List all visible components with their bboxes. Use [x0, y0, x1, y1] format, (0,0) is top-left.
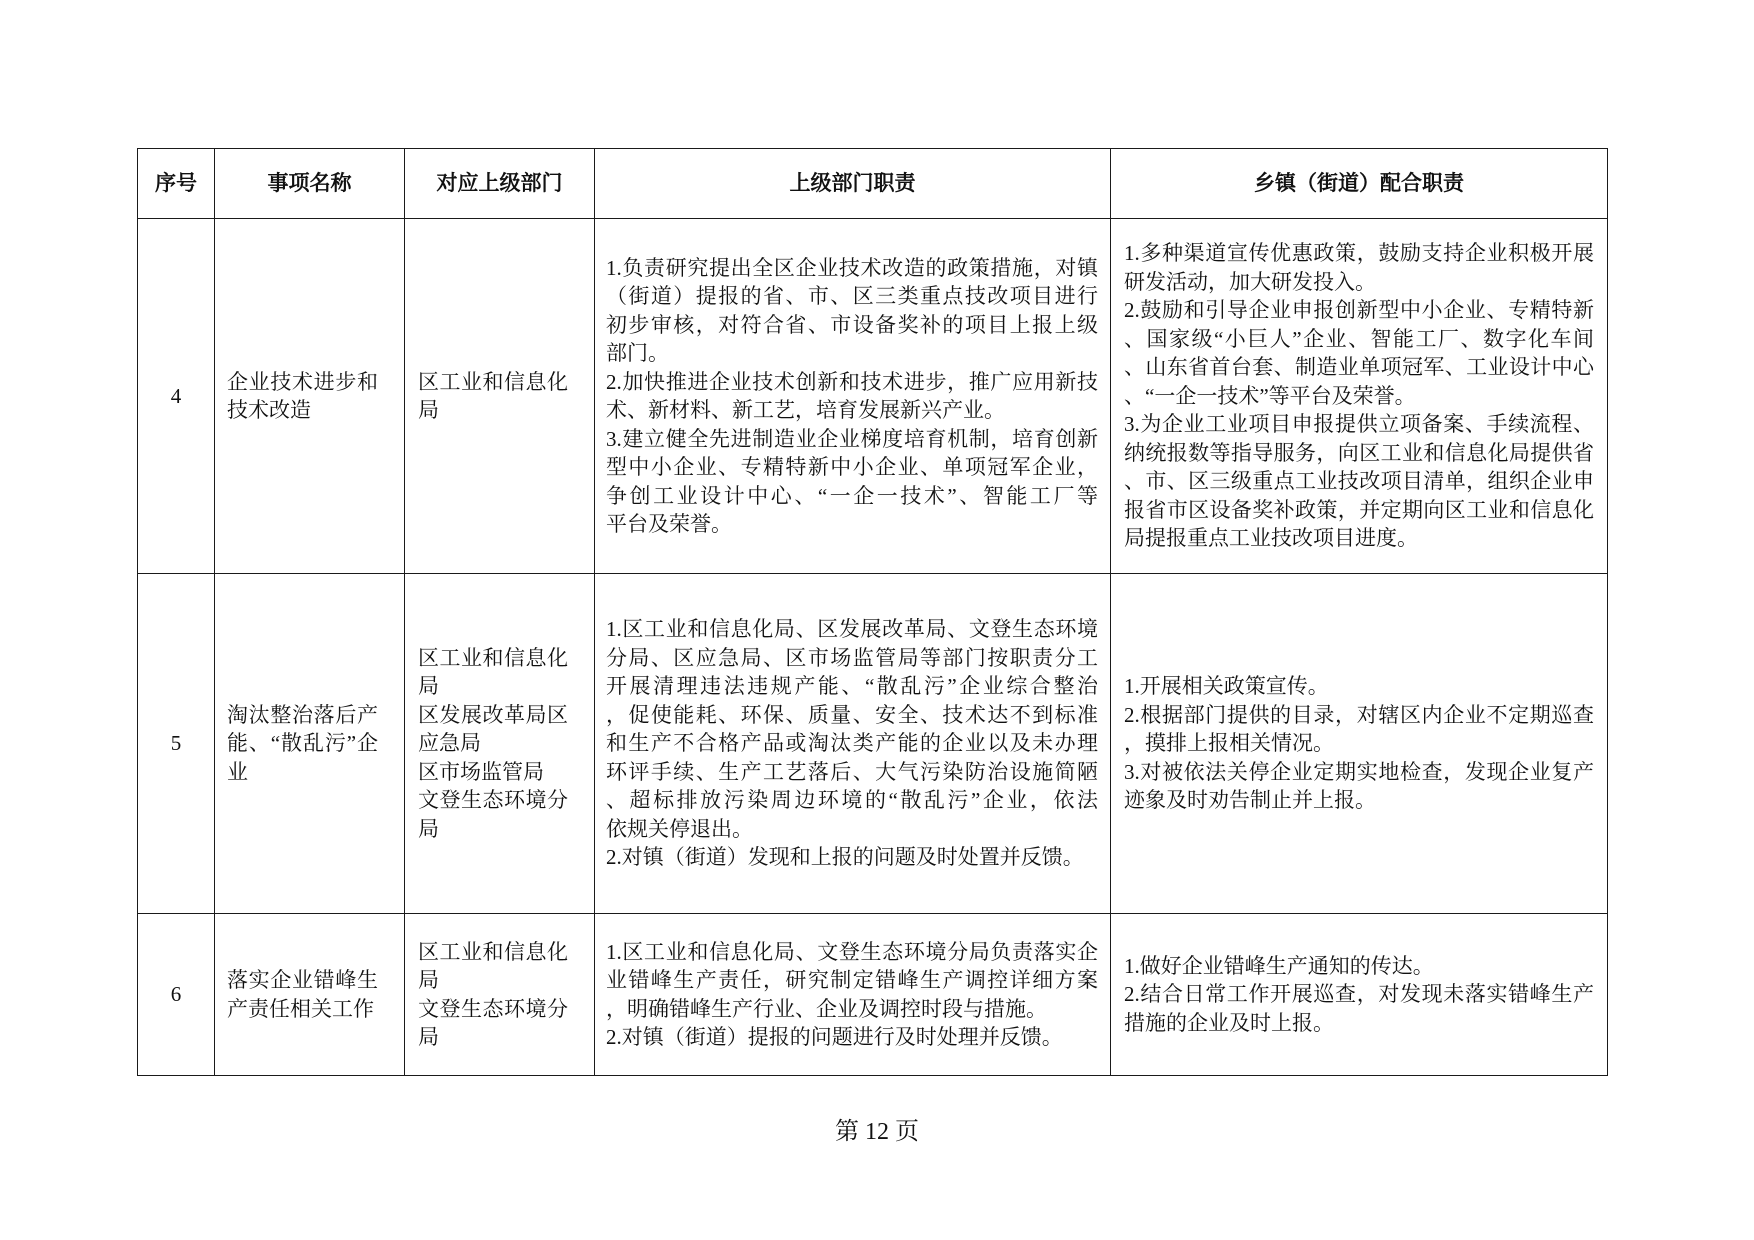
- duty-line: 1.区工业和信息化局、区发展改革局、文登生态环境: [606, 617, 1098, 642]
- department-name: [418, 786, 568, 843]
- item-name-line: 企业技术进步和: [227, 369, 378, 394]
- department-line: 局: [418, 968, 439, 992]
- duty-line: ，明确错峰生产行业、企业及调控时段与措施。: [606, 996, 1047, 1021]
- department-cell: [405, 574, 595, 914]
- department-line: 文登生态环境分: [418, 788, 568, 813]
- town-duty-line: 2.根据部门提供的目录，对辖区内企业不定期巡查: [1124, 702, 1594, 727]
- item-name: [227, 368, 378, 425]
- town-duty-paragraph: [1124, 410, 1594, 553]
- item-name: [227, 701, 378, 787]
- duty-paragraph: [606, 425, 1098, 539]
- town-duties-cell: [1111, 914, 1608, 1076]
- department-cell: [405, 914, 595, 1076]
- duty-line: 2.对镇（街道）发现和上报的问题及时处置并反馈。: [606, 845, 1084, 870]
- department-line: 局: [418, 674, 439, 699]
- department-line: 局: [418, 398, 439, 422]
- header-town-duties: 乡镇（街道）配合职责: [1111, 149, 1608, 219]
- item-name-line: 产责任相关工作: [227, 996, 374, 1021]
- item-name-cell: [215, 914, 405, 1076]
- town-duty-paragraph: [1124, 952, 1594, 981]
- duty-line: 部门。: [606, 341, 669, 365]
- town-duty-line: 报省市区设备奖补政策，并定期向区工业和信息化: [1124, 497, 1594, 522]
- department-line: 局: [418, 1025, 439, 1049]
- duty-line: 2.对镇（街道）提报的问题进行及时处理并反馈。: [606, 1025, 1063, 1049]
- department-line: 区工业和信息化: [418, 645, 568, 670]
- town-duty-paragraph: [1124, 296, 1594, 410]
- table-header-row: [138, 149, 1608, 219]
- duties-table: [137, 148, 1608, 1076]
- town-duty-line: 、国家级“小巨人”企业、智能工厂、数字化车间: [1124, 326, 1594, 351]
- duty-paragraph: [606, 938, 1098, 1024]
- item-name-line: 技术改造: [227, 398, 311, 422]
- department-line: 区工业和信息化: [418, 939, 568, 964]
- duty-paragraph: [606, 254, 1098, 368]
- duty-line: 1.负责研究提出全区企业技术改造的政策措施，对镇: [606, 255, 1098, 280]
- department-name: [418, 644, 568, 701]
- town-duty-line: 研发活动，加大研发投入。: [1124, 269, 1376, 294]
- town-duty-line: 1.开展相关政策宣传。: [1124, 674, 1329, 699]
- header-department: 对应上级部门: [405, 149, 595, 219]
- duty-line: 平台及荣誉。: [606, 512, 732, 536]
- duty-line: 业错峰生产责任，研究制定错峰生产调控详细方案: [606, 968, 1098, 992]
- town-duty-paragraph: [1124, 701, 1594, 758]
- duty-line: ，促使能耗、环保、质量、安全、技术达不到标准: [606, 702, 1098, 727]
- header-item-name: 事项名称: [215, 149, 405, 219]
- town-duty-line: 1.多种渠道宣传优惠政策，鼓励支持企业积极开展: [1124, 241, 1594, 266]
- town-duty-line: 1.做好企业错峰生产通知的传达。: [1124, 953, 1434, 978]
- department-name: [418, 701, 568, 758]
- duty-line: 分局、区应急局、区市场监管局等部门按职责分工: [606, 645, 1098, 670]
- town-duty-paragraph: [1124, 239, 1594, 296]
- town-duty-line: 3.对被依法关停企业定期实地检查，发现企业复产: [1124, 759, 1594, 784]
- duty-line: 依规关停退出。: [606, 816, 753, 841]
- town-duty-line: 、“一企一技术”等平台及荣誉。: [1124, 383, 1416, 408]
- department-name: [418, 938, 568, 995]
- duty-line: 、超标排放污染周边环境的“散乱污”企业，依法: [606, 788, 1098, 813]
- row-index: 4: [138, 219, 215, 574]
- duty-line: 开展清理违法违规产能、“散乱污”企业综合整治: [606, 674, 1098, 699]
- department-line: 区发展改革局区: [418, 702, 568, 727]
- town-duty-line: 、市、区三级重点工业技改项目清单，组织企业申: [1124, 469, 1594, 494]
- town-duties-cell: [1111, 574, 1608, 914]
- town-duty-line: 2.鼓励和引导企业申报创新型中小企业、专精特新: [1124, 298, 1594, 323]
- item-name-line: 落实企业错峰生: [227, 968, 378, 992]
- item-name: [227, 966, 378, 1023]
- duty-line: 1.区工业和信息化局、文登生态环境分局负责落实企: [606, 939, 1098, 964]
- table-row: [138, 574, 1608, 914]
- department-name: [418, 995, 568, 1052]
- page-number: 第 12 页: [835, 1119, 919, 1145]
- item-name-line: 淘汰整治落后产: [227, 702, 378, 727]
- duty-paragraph: [606, 843, 1098, 872]
- town-duty-paragraph: [1124, 758, 1594, 815]
- duty-paragraph: [606, 615, 1098, 843]
- town-duty-line: 措施的企业及时上报。: [1124, 1010, 1334, 1035]
- duty-line: 初步审核，对符合省、市设备奖补的项目上报上级: [606, 312, 1098, 337]
- duty-line: 术、新材料、新工艺，培育发展新兴产业。: [606, 398, 1005, 422]
- row-index: 5: [138, 574, 215, 914]
- header-index: 序号: [138, 149, 215, 219]
- item-name-cell: [215, 219, 405, 574]
- table-row: [138, 219, 1608, 574]
- row-index: 6: [138, 914, 215, 1076]
- town-duty-paragraph: [1124, 672, 1594, 701]
- item-name-line: 业: [227, 759, 248, 784]
- dept-duties-cell: [595, 219, 1111, 574]
- town-duty-line: 迹象及时劝告制止并上报。: [1124, 788, 1376, 813]
- department-name: [418, 368, 568, 425]
- dept-duties-cell: [595, 914, 1111, 1076]
- duty-paragraph: [606, 1023, 1098, 1052]
- duty-line: 2.加快推进企业技术创新和技术进步，推广应用新技: [606, 369, 1098, 394]
- item-name-cell: [215, 574, 405, 914]
- town-duty-line: 局提报重点工业技改项目进度。: [1124, 526, 1418, 551]
- town-duty-line: 2.结合日常工作开展巡查，对发现未落实错峰生产: [1124, 982, 1594, 1007]
- duty-line: 争创工业设计中心、“一企一技术”、智能工厂等: [606, 483, 1098, 508]
- town-duty-paragraph: [1124, 980, 1594, 1037]
- duty-paragraph: [606, 368, 1098, 425]
- town-duty-line: ，摸排上报相关情况。: [1124, 731, 1334, 756]
- town-duty-line: 3.为企业工业项目申报提供立项备案、手续流程、: [1124, 412, 1594, 437]
- table-row: [138, 914, 1608, 1076]
- duty-line: 3.建立健全先进制造业企业梯度培育机制，培育创新: [606, 426, 1098, 451]
- header-dept-duties: 上级部门职责: [595, 149, 1111, 219]
- department-line: 区市场监管局: [418, 759, 544, 784]
- duty-line: 和生产不合格产品或淘汰类产能的企业以及未办理: [606, 731, 1098, 756]
- department-line: 应急局: [418, 731, 481, 756]
- town-duty-line: 、山东省首台套、制造业单项冠军、工业设计中心: [1124, 355, 1594, 380]
- dept-duties-cell: [595, 574, 1111, 914]
- department-name: [418, 758, 568, 787]
- department-line: 局: [418, 816, 439, 841]
- town-duties-cell: [1111, 219, 1608, 574]
- department-line: 文登生态环境分: [418, 996, 568, 1021]
- item-name-line: 能、“散乱污”企: [227, 731, 378, 756]
- duty-line: 环评手续、生产工艺落后、大气污染防治设施简陋: [606, 759, 1098, 784]
- department-line: 区工业和信息化: [418, 369, 568, 394]
- duty-line: 型中小企业、专精特新中小企业、单项冠军企业，: [606, 455, 1098, 479]
- duty-line: （街道）提报的省、市、区三类重点技改项目进行: [606, 284, 1098, 308]
- town-duty-line: 纳统报数等指导服务，向区工业和信息化局提供省: [1124, 440, 1594, 465]
- department-cell: [405, 219, 595, 574]
